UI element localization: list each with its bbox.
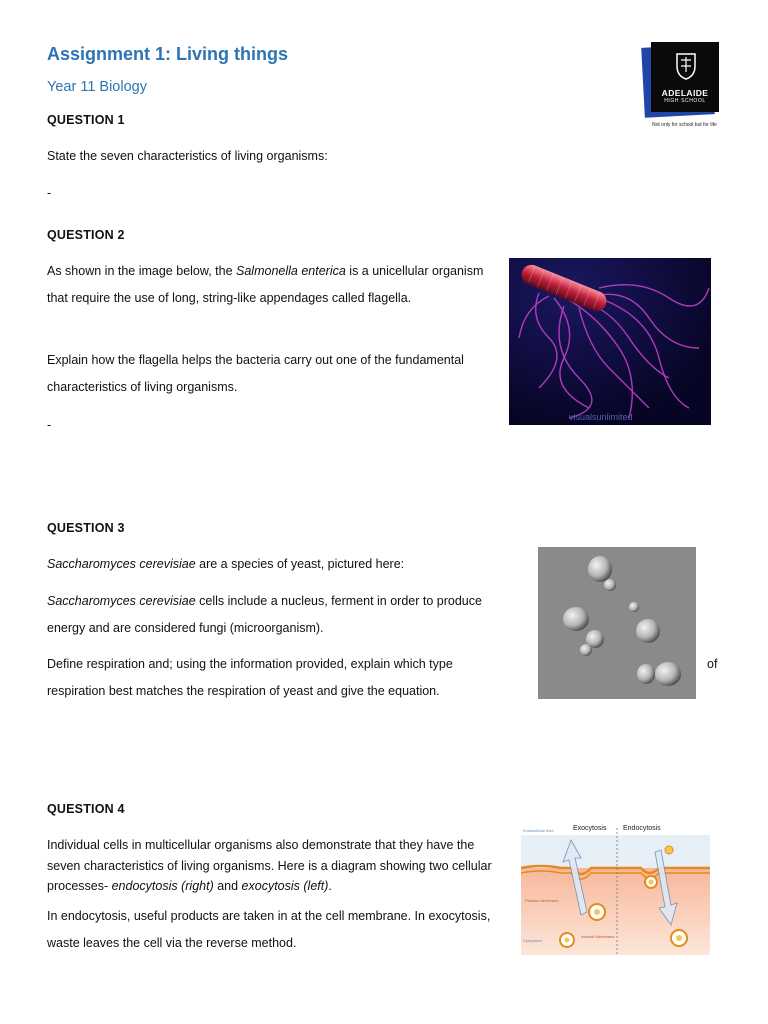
question-4-paragraph-1: Individual cells in multicellular organisms also demonstrate that they have the seven characteristics of living organisms. Here is a diagram showing two cellular processes- endocytosis (right) and exocytosis (left).	[47, 838, 492, 893]
image-watermark: visualsunlimited	[569, 412, 633, 422]
question-3-heading: QUESTION 3	[47, 521, 125, 535]
question-3-paragraph-1: Saccharomyces cerevisiae are a species of yeast, pictured here:	[47, 557, 405, 571]
vesicle-label: Internal Membrane	[581, 934, 615, 939]
endocytosis-exocytosis-diagram	[521, 820, 710, 955]
endocytosis-label: Endocytosis	[623, 825, 661, 832]
plasma-label: Plasma membrane	[525, 898, 559, 903]
question-2-heading: QUESTION 2	[47, 228, 125, 242]
question-3-paragraph-3-line-1: Define respiration and; using the information provided, explain which type	[47, 657, 453, 671]
salmonella-image	[509, 258, 711, 425]
question-2-answer[interactable]: -	[47, 418, 52, 432]
species-name: Salmonella enterica	[236, 264, 346, 278]
logo-text: ADELAIDE	[661, 88, 709, 98]
crest-icon	[675, 52, 697, 80]
yeast-image	[538, 547, 696, 699]
cytoplasm-label: Cytoplasm	[523, 938, 542, 943]
question-1-prompt: State the seven characteristics of living organisms:	[47, 149, 328, 163]
question-3-paragraph-2: Saccharomyces cerevisiae cells include a nucleus, ferment in order to produce energy and are considered fungi (microorganism).	[47, 594, 482, 635]
page-title: Assignment 1: Living things	[47, 44, 289, 64]
extracellular-label: Extracellular fluid	[523, 828, 554, 833]
exocytosis-label: Exocytosis	[573, 825, 607, 832]
page-subtitle: Year 11 Biology	[47, 79, 147, 95]
question-4-paragraph-2: In endocytosis, useful products are taken in at the cell membrane. In exocytosis, waste leaves the cell via the reverse method.	[47, 909, 491, 950]
logo-subtext: HIGH SCHOOL	[664, 98, 706, 104]
question-3-paragraph-3-of: of	[707, 657, 718, 671]
question-1-answer[interactable]: -	[47, 186, 52, 200]
question-2-paragraph-1: As shown in the image below, the Salmonella enterica is a unicellular organism that require the use of long, string-like appendages called flagella.	[47, 264, 484, 305]
question-1-heading: QUESTION 1	[47, 113, 125, 127]
question-4-heading: QUESTION 4	[47, 802, 125, 816]
logo-tagline: Not only for school but for life	[652, 122, 717, 128]
question-2-paragraph-2: Explain how the flagella helps the bacteria carry out one of the fundamental characteristics of living organisms.	[47, 353, 464, 394]
school-logo	[643, 42, 721, 117]
question-3-paragraph-3-line-2: respiration best matches the respiration of yeast and give the equation.	[47, 684, 440, 698]
